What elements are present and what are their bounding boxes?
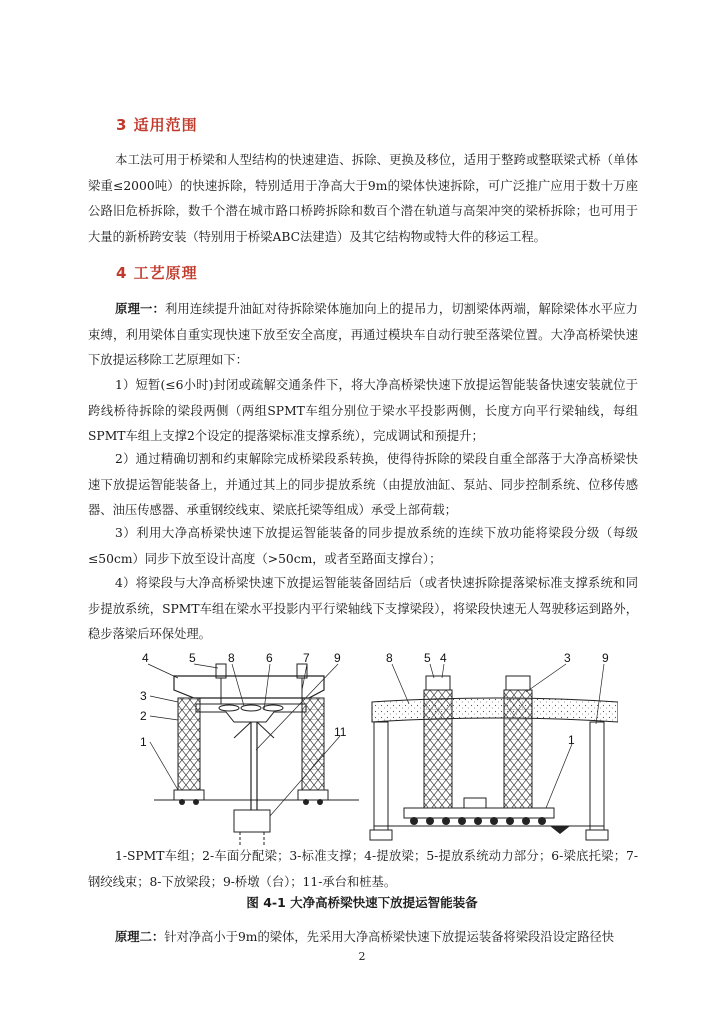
section-4-heading: 4 工艺原理 — [116, 264, 198, 282]
step-3-paragraph: 3）利用大净高桥梁快速下放提运智能装备的同步提放系统的连续下放功能将梁段分级（每级≤50cm）同步下放至设计高度（>50cm，或者至路面支撑台）； — [88, 526, 638, 566]
figure-4-1-diagram — [134, 650, 618, 846]
fig-left-label: 1 — [140, 735, 147, 749]
principle-2-paragraph: 原理二：针对净高小于9m的梁体，先采用大净高桥梁快速下放提运装备将梁段沿设定路径快 — [115, 929, 615, 944]
fig-left-label: 7 — [303, 651, 310, 665]
principle-2-label: 原理二： — [115, 929, 165, 944]
principle-1-label: 原理一： — [115, 301, 165, 316]
figure-caption: 图 4-1 大净高桥梁快速下放提运智能装备 — [246, 895, 478, 910]
fig-left-label: 2 — [140, 709, 147, 723]
fig-right-label: 1 — [568, 733, 575, 747]
fig-left-label: 5 — [189, 651, 196, 665]
section-3-paragraph: 本工法可用于桥梁和人型结构的快速建造、拆除、更换及移位，适用于整跨或整联梁式桥（单体梁重≤2000吨）的快速拆除，特别适用于净高大于9m的梁体快速拆除，可广泛推广应用于数十万座公路旧危桥拆除，数千个潜在城市路口桥跨拆除和数百个潜在轨道与高架冲突的梁桥拆除；也可用于大量的新桥跨安装（特别用于桥梁ABC法建造）及其它结构物或特大件的移运工程。 — [88, 153, 638, 244]
fig-right-label: 5 — [424, 651, 431, 665]
fig-left-label: 9 — [334, 651, 341, 665]
page-number: 2 — [358, 950, 366, 963]
section-3-heading: 3 适用范围 — [116, 116, 198, 134]
step-1-paragraph: 1）短暂(≤6小时)封闭或疏解交通条件下，将大净高桥梁快速下放提运智能装备快速安装就位于跨线桥待拆除的梁段两侧（两组SPMT车组分别位于梁水平投影两侧，长度方向平行梁轴线，每组SPMT车组上支撑2个设定的提落梁标准支撑系统），完成调试和预提升； — [88, 378, 638, 444]
figure-legend: 1-SPMT车组；2-车面分配梁；3-标准支撑；4-提放梁；5-提放系统动力部分；6-梁底托梁；7-钢绞线束；8-下放梁段；9-桥墩（台）；11-承台和桩基。 — [88, 849, 638, 889]
fig-right-label: 3 — [564, 651, 571, 665]
fig-right-label: 9 — [602, 651, 609, 665]
fig-right-label: 8 — [386, 651, 393, 665]
left-section-view — [140, 651, 359, 846]
right-elevation-view — [370, 651, 618, 840]
fig-left-label: 8 — [228, 651, 235, 665]
fig-left-label: 3 — [140, 689, 147, 703]
fig-left-label: 4 — [142, 651, 149, 665]
step-2-paragraph: 2）通过精确切割和约束解除完成桥梁段系转换，使得待拆除的梁段自重全部落于大净高桥梁快速下放提运智能装备上，并通过其上的同步提放系统（由提放油缸、泵站、同步控制系统、位移传感器、油压传感器、承重钢绞线束、梁底托梁等组成）承受上部荷载； — [88, 452, 638, 518]
fig-left-label: 6 — [266, 651, 273, 665]
step-4-paragraph: 4）将梁段与大净高桥梁快速下放提运智能装备固结后（或者快速拆除提落梁标准支撑系统和同步提放系统，SPMT车组在梁水平投影内平行梁轴线下支撑梁段），将梁段快速无人驾驶移运到路外，稳步落梁后环保处理。 — [88, 576, 638, 642]
fig-right-label: 4 — [440, 651, 447, 665]
fig-left-label: 11 — [334, 725, 347, 739]
principle-1-paragraph: 原理一：利用连续提升油缸对待拆除梁体施加向上的提吊力，切割梁体两端，解除梁体水平应力束缚，利用梁体自重实现快速下放至安全高度，再通过模块车自动行驶至落梁位置。大净高桥梁快速下放提运移除工艺原理如下： — [88, 301, 638, 368]
